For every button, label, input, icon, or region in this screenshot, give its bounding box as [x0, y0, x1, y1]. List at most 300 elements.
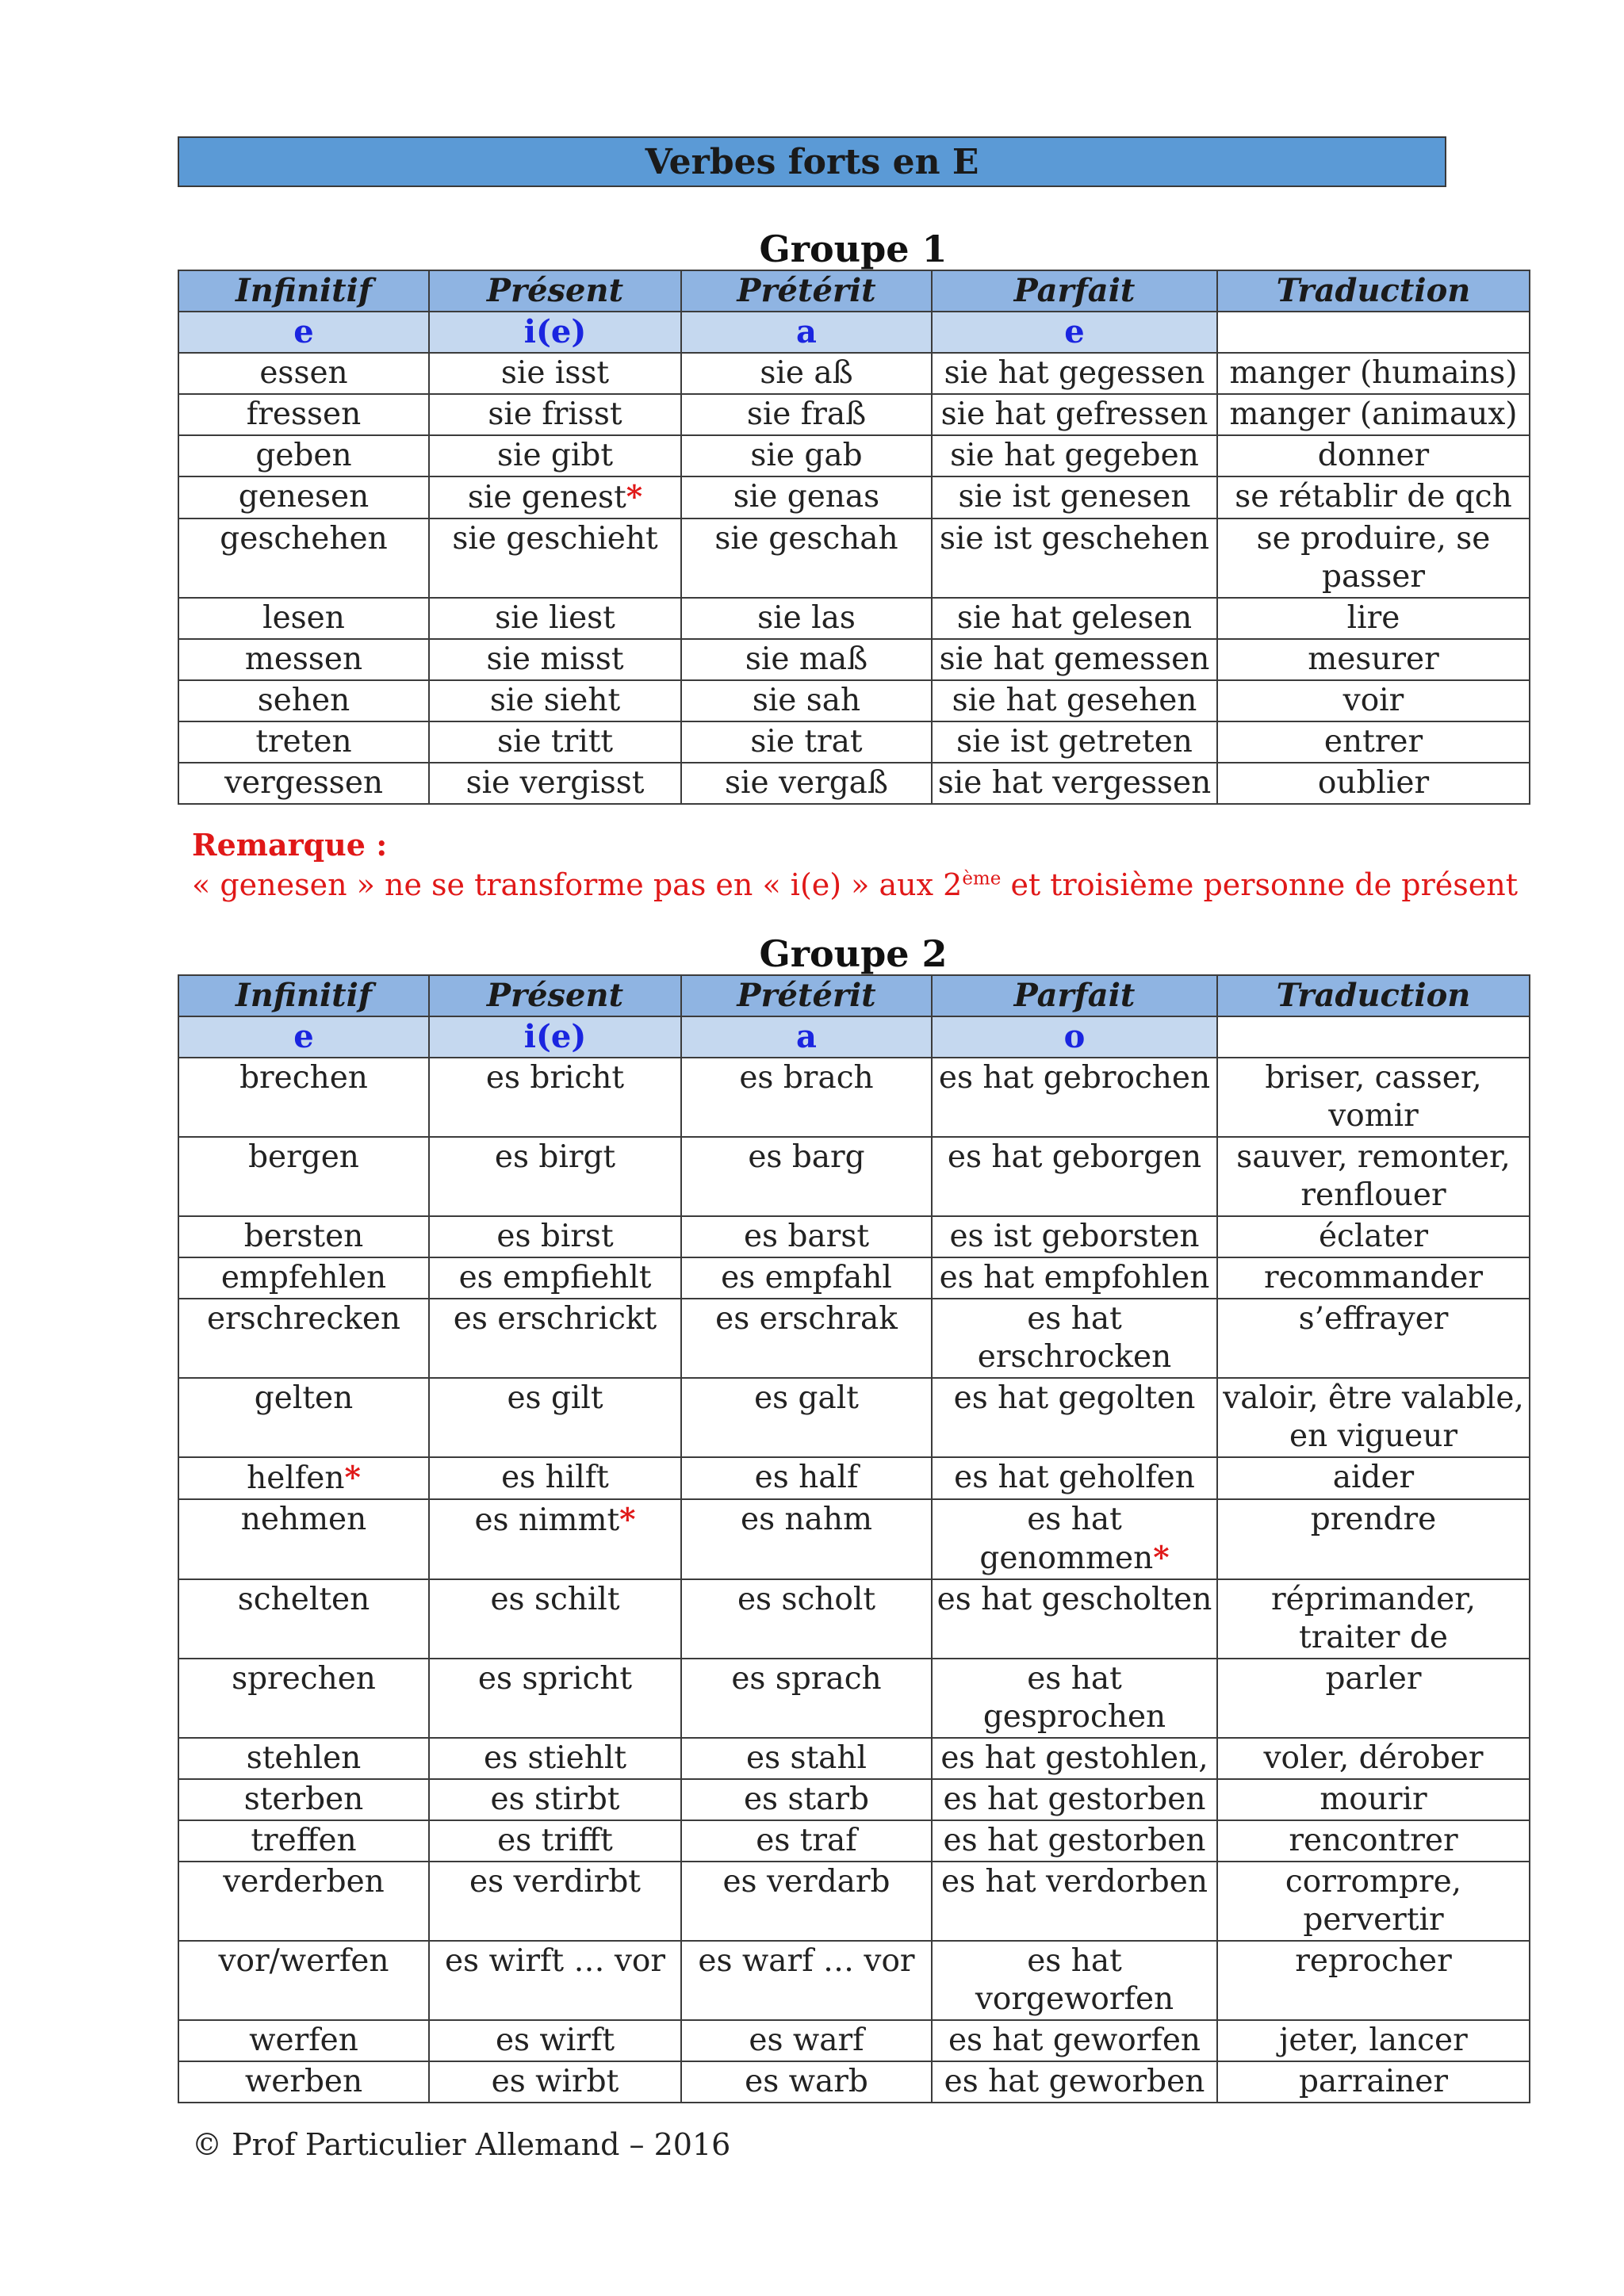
cell-text: es spricht: [477, 1661, 633, 1697]
cell-text: entrer: [1323, 724, 1423, 760]
cell-text: sie hat vergessen: [937, 765, 1212, 801]
cell-text: voir: [1342, 683, 1404, 718]
cell-text: es barst: [743, 1219, 870, 1254]
cell-text: sie geschieht: [452, 521, 658, 557]
cell-parfait: [932, 2020, 1217, 2061]
cell-present: [429, 1499, 681, 1579]
header-infinitif: Infinitif: [178, 270, 429, 312]
cell-parfait: [932, 763, 1217, 804]
cell-text: manger (animaux): [1229, 396, 1518, 432]
table-row: [178, 1779, 1530, 1820]
cell-text: réprimander, traiter de: [1271, 1582, 1476, 1655]
table-row: [178, 1659, 1530, 1738]
table-row: [178, 394, 1530, 435]
cell-text: parler: [1325, 1661, 1422, 1697]
cell-traduction: [1217, 721, 1530, 763]
table-header-row: [178, 270, 1530, 312]
cell-preterit: [681, 680, 932, 721]
remark-label: Remarque :: [192, 827, 388, 863]
cell-present: [429, 353, 681, 394]
vowel-preterit: a: [681, 1016, 932, 1058]
vowel-parfait: o: [932, 1016, 1217, 1058]
cell-text: geschehen: [220, 521, 388, 557]
cell-text: rencontrer: [1289, 1823, 1458, 1858]
cell-traduction: [1217, 1659, 1530, 1738]
cell-present: [429, 639, 681, 680]
remark-text-before: « genesen » ne se transforme pas en « i(e) » aux 2: [192, 867, 963, 902]
cell-present: [429, 519, 681, 598]
asterisk-marker: *: [626, 479, 643, 515]
cell-text: sterben: [243, 1781, 364, 1817]
cell-present: [429, 721, 681, 763]
table-row: [178, 519, 1530, 598]
cell-text: verderben: [223, 1864, 385, 1900]
cell-text: sie gibt: [496, 438, 614, 473]
cell-text: sie sah: [752, 683, 861, 718]
cell-preterit: [681, 1058, 932, 1137]
cell-present: [429, 1659, 681, 1738]
cell-traduction: [1217, 1457, 1530, 1499]
cell-text: es gilt: [507, 1380, 603, 1416]
cell-text: sie frisst: [488, 396, 622, 432]
asterisk-marker: *: [344, 1460, 361, 1496]
cell-infinitif: [178, 1137, 429, 1216]
vowel-infinitif: e: [178, 312, 429, 353]
cell-preterit: [681, 1457, 932, 1499]
cell-infinitif: [178, 1779, 429, 1820]
cell-parfait: [932, 435, 1217, 476]
cell-parfait: [932, 1299, 1217, 1378]
cell-infinitif: [178, 598, 429, 639]
cell-text: sie vergaß: [725, 765, 888, 801]
cell-text: es erschrickt: [453, 1301, 657, 1337]
vowel-pattern-row: [178, 312, 1530, 353]
cell-text: es warf: [749, 2022, 864, 2058]
vowel-infinitif: e: [178, 1016, 429, 1058]
cell-parfait: [932, 1058, 1217, 1137]
cell-text: es hat geborgen: [947, 1139, 1202, 1175]
cell-text: es hat vorgeworfen: [975, 1943, 1174, 2017]
cell-infinitif: [178, 2020, 429, 2061]
cell-traduction: [1217, 1378, 1530, 1457]
cell-present: [429, 1058, 681, 1137]
cell-text: es scholt: [737, 1582, 876, 1617]
cell-text: sie aß: [760, 355, 853, 391]
cell-text: sie hat gelesen: [956, 600, 1193, 636]
vowel-blank: [1217, 312, 1530, 353]
header-present: Présent: [429, 975, 681, 1016]
cell-preterit: [681, 1659, 932, 1738]
header-infinitif: Infinitif: [178, 975, 429, 1016]
table-row: [178, 476, 1530, 519]
cell-text: es hat geworben: [944, 2064, 1205, 2099]
cell-text: es verdirbt: [469, 1864, 641, 1900]
cell-text: sie hat gemessen: [939, 641, 1210, 677]
cell-preterit: [681, 1941, 932, 2020]
cell-infinitif: [178, 1457, 429, 1499]
cell-present: [429, 680, 681, 721]
cell-text: es hat geholfen: [954, 1460, 1195, 1495]
vowel-present: i(e): [429, 1016, 681, 1058]
cell-text: treten: [255, 724, 352, 760]
cell-traduction: [1217, 1738, 1530, 1779]
document-page: [178, 136, 1529, 2162]
cell-present: [429, 1738, 681, 1779]
cell-infinitif: [178, 1862, 429, 1941]
cell-text: es verdarb: [722, 1864, 891, 1900]
cell-text: lesen: [262, 600, 345, 636]
cell-traduction: [1217, 1579, 1530, 1659]
cell-text: es galt: [754, 1380, 859, 1416]
cell-infinitif: [178, 1378, 429, 1457]
cell-text: es nahm: [741, 1502, 872, 1537]
table-row: [178, 1137, 1530, 1216]
cell-text: valoir, être valable, en vigueur: [1223, 1380, 1524, 1454]
remark-text: [192, 865, 1529, 905]
header-traduction: Traduction: [1217, 975, 1530, 1016]
cell-traduction: [1217, 2020, 1530, 2061]
table-row: [178, 1499, 1530, 1579]
cell-text: es stiehlt: [484, 1740, 626, 1776]
cell-text: sie genas: [733, 479, 880, 515]
cell-text: es birgt: [494, 1139, 616, 1175]
group-1-title: Groupe 1: [759, 228, 948, 270]
table-row: [178, 1378, 1530, 1457]
vowel-preterit: a: [681, 312, 932, 353]
cell-text: sie ist geschehen: [940, 521, 1209, 557]
cell-text: es hat gescholten: [936, 1582, 1212, 1617]
cell-text: voler, dérober: [1263, 1740, 1484, 1776]
cell-text: es wirft … vor: [444, 1943, 666, 1979]
cell-infinitif: [178, 2061, 429, 2103]
cell-text: es hat gestorben: [943, 1781, 1206, 1817]
cell-parfait: [932, 1941, 1217, 2020]
cell-text: werfen: [249, 2022, 358, 2058]
table-row: [178, 1457, 1530, 1499]
cell-text: sie trat: [750, 724, 863, 760]
cell-text: sie vergisst: [465, 765, 645, 801]
cell-text: es nimmt: [474, 1502, 620, 1538]
cell-present: [429, 1579, 681, 1659]
table-row: [178, 1738, 1530, 1779]
cell-text: sie ist getreten: [956, 724, 1193, 760]
cell-present: [429, 435, 681, 476]
cell-text: corrompre, pervertir: [1285, 1864, 1462, 1938]
group-2-table: [178, 974, 1530, 2103]
remark-text-after: et troisième personne de présent: [1001, 867, 1518, 902]
table-row: [178, 2020, 1530, 2061]
cell-text: bergen: [248, 1139, 359, 1175]
cell-present: [429, 598, 681, 639]
cell-present: [429, 1457, 681, 1499]
cell-parfait: [932, 394, 1217, 435]
cell-parfait: [932, 1820, 1217, 1862]
cell-text: sie maß: [745, 641, 868, 677]
cell-preterit: [681, 1257, 932, 1299]
cell-text: vor/werfen: [218, 1943, 389, 1979]
cell-text: es traf: [756, 1823, 857, 1858]
cell-traduction: [1217, 598, 1530, 639]
cell-text: jeter, lancer: [1279, 2022, 1468, 2058]
cell-text: treffen: [251, 1823, 357, 1858]
cell-text: prendre: [1310, 1502, 1437, 1537]
table-row: [178, 1579, 1530, 1659]
cell-text: es empfiehlt: [458, 1260, 652, 1295]
cell-present: [429, 1137, 681, 1216]
cell-traduction: [1217, 1216, 1530, 1257]
cell-text: es wirft: [495, 2022, 615, 2058]
cell-parfait: [932, 519, 1217, 598]
cell-preterit: [681, 763, 932, 804]
cell-parfait: [932, 598, 1217, 639]
cell-preterit: [681, 1299, 932, 1378]
cell-parfait: [932, 1137, 1217, 1216]
cell-text: sauver, remonter, renflouer: [1236, 1139, 1511, 1213]
cell-text: es hilft: [501, 1460, 609, 1495]
cell-text: s’effrayer: [1298, 1301, 1449, 1337]
cell-text: éclater: [1318, 1219, 1429, 1254]
cell-parfait: [932, 1738, 1217, 1779]
cell-preterit: [681, 598, 932, 639]
header-preterit: Prétérit: [681, 270, 932, 312]
cell-parfait: [932, 680, 1217, 721]
cell-infinitif: [178, 1499, 429, 1579]
document-title: Verbes forts en E: [178, 136, 1446, 187]
cell-text: sie gab: [750, 438, 863, 473]
cell-text: manger (humains): [1229, 355, 1518, 391]
cell-text: sie hat gegessen: [944, 355, 1205, 391]
cell-text: geben: [255, 438, 352, 473]
cell-text: mesurer: [1308, 641, 1439, 677]
cell-text: sie ist genesen: [958, 479, 1191, 515]
cell-text: mourir: [1320, 1781, 1427, 1817]
header-preterit: Prétérit: [681, 975, 932, 1016]
cell-infinitif: [178, 394, 429, 435]
cell-preterit: [681, 1820, 932, 1862]
cell-preterit: [681, 1499, 932, 1579]
cell-text: schelten: [237, 1582, 370, 1617]
cell-parfait: [932, 639, 1217, 680]
cell-present: [429, 2020, 681, 2061]
cell-text: es stahl: [745, 1740, 868, 1776]
cell-text: oublier: [1317, 765, 1430, 801]
asterisk-marker: *: [1153, 1540, 1170, 1576]
cell-parfait: [932, 1779, 1217, 1820]
cell-preterit: [681, 353, 932, 394]
cell-traduction: [1217, 1499, 1530, 1579]
cell-text: es hat genommen: [979, 1502, 1154, 1576]
cell-text: es barg: [748, 1139, 865, 1175]
cell-text: sie liest: [495, 600, 615, 636]
cell-text: es hat gestorben: [943, 1823, 1206, 1858]
cell-present: [429, 1299, 681, 1378]
cell-parfait: [932, 2061, 1217, 2103]
cell-preterit: [681, 1779, 932, 1820]
cell-preterit: [681, 2020, 932, 2061]
cell-present: [429, 1779, 681, 1820]
cell-parfait: [932, 1659, 1217, 1738]
cell-traduction: [1217, 2061, 1530, 2103]
cell-text: es erschrak: [715, 1301, 898, 1337]
cell-present: [429, 394, 681, 435]
cell-text: es schilt: [490, 1582, 620, 1617]
table-row: [178, 435, 1530, 476]
cell-parfait: [932, 1257, 1217, 1299]
cell-traduction: [1217, 1941, 1530, 2020]
cell-traduction: [1217, 1137, 1530, 1216]
cell-present: [429, 1941, 681, 2020]
cell-text: empfehlen: [220, 1260, 387, 1295]
table-row: [178, 598, 1530, 639]
cell-text: es ist geborsten: [949, 1219, 1200, 1254]
cell-text: fressen: [246, 396, 362, 432]
cell-traduction: [1217, 353, 1530, 394]
table-row: [178, 680, 1530, 721]
cell-text: sie las: [757, 600, 856, 636]
cell-present: [429, 1257, 681, 1299]
cell-traduction: [1217, 680, 1530, 721]
table-row: [178, 1820, 1530, 1862]
cell-text: sie hat gegeben: [950, 438, 1199, 473]
cell-text: lire: [1346, 600, 1400, 636]
asterisk-marker: *: [619, 1502, 636, 1538]
table-row: [178, 1299, 1530, 1378]
table-row: [178, 1058, 1530, 1137]
cell-text: sehen: [257, 683, 350, 718]
cell-text: es hat gesprochen: [982, 1661, 1166, 1735]
cell-parfait: [932, 721, 1217, 763]
cell-text: se rétablir de qch: [1235, 479, 1512, 515]
cell-text: vergessen: [224, 765, 384, 801]
vowel-present: i(e): [429, 312, 681, 353]
cell-traduction: [1217, 394, 1530, 435]
cell-preterit: [681, 1137, 932, 1216]
header-parfait: Parfait: [932, 270, 1217, 312]
cell-text: es hat geworfen: [948, 2022, 1201, 2058]
cell-present: [429, 1216, 681, 1257]
cell-infinitif: [178, 721, 429, 763]
cell-text: es empfahl: [721, 1260, 892, 1295]
cell-present: [429, 1378, 681, 1457]
cell-preterit: [681, 1862, 932, 1941]
table-row: [178, 1862, 1530, 1941]
cell-infinitif: [178, 1659, 429, 1738]
cell-parfait: [932, 1378, 1217, 1457]
cell-text: es stirbt: [490, 1781, 620, 1817]
vowel-blank: [1217, 1016, 1530, 1058]
table-row: [178, 353, 1530, 394]
cell-infinitif: [178, 476, 429, 519]
cell-text: es hat empfohlen: [939, 1260, 1210, 1295]
cell-present: [429, 1862, 681, 1941]
table-header-row: [178, 975, 1530, 1016]
table-row: [178, 763, 1530, 804]
cell-text: erschrecken: [206, 1301, 401, 1337]
cell-text: es wirbt: [491, 2064, 619, 2099]
cell-present: [429, 476, 681, 519]
cell-parfait: [932, 1579, 1217, 1659]
cell-text: es hat gestohlen,: [940, 1740, 1208, 1776]
cell-traduction: [1217, 1779, 1530, 1820]
cell-infinitif: [178, 680, 429, 721]
cell-text: es sprach: [731, 1661, 882, 1697]
cell-text: se produire, se passer: [1256, 521, 1491, 595]
cell-infinitif: [178, 1058, 429, 1137]
cell-text: sprechen: [232, 1661, 376, 1697]
table-row: [178, 2061, 1530, 2103]
header-traduction: Traduction: [1217, 270, 1530, 312]
cell-text: sie tritt: [496, 724, 614, 760]
cell-infinitif: [178, 353, 429, 394]
cell-text: sie hat gesehen: [952, 683, 1197, 718]
cell-traduction: [1217, 476, 1530, 519]
cell-text: es hat erschrocken: [977, 1301, 1172, 1375]
cell-text: gelten: [254, 1380, 354, 1416]
cell-traduction: [1217, 1257, 1530, 1299]
cell-text: stehlen: [246, 1740, 362, 1776]
cell-text: sie fraß: [746, 396, 867, 432]
cell-preterit: [681, 435, 932, 476]
cell-parfait: [932, 353, 1217, 394]
vowel-parfait: e: [932, 312, 1217, 353]
cell-text: helfen: [247, 1460, 345, 1496]
cell-text: nehmen: [240, 1502, 367, 1537]
cell-infinitif: [178, 1738, 429, 1779]
cell-infinitif: [178, 763, 429, 804]
header-present: Présent: [429, 270, 681, 312]
remark: [192, 825, 1529, 905]
cell-traduction: [1217, 763, 1530, 804]
cell-infinitif: [178, 1941, 429, 2020]
group-1-table: [178, 270, 1530, 805]
cell-preterit: [681, 1378, 932, 1457]
cell-traduction: [1217, 435, 1530, 476]
cell-parfait: [932, 1862, 1217, 1941]
cell-text: briser, casser, vomir: [1265, 1060, 1482, 1134]
vowel-pattern-row: [178, 1016, 1530, 1058]
cell-infinitif: [178, 639, 429, 680]
cell-text: parrainer: [1298, 2064, 1449, 2099]
cell-traduction: [1217, 519, 1530, 598]
header-parfait: Parfait: [932, 975, 1217, 1016]
cell-parfait: [932, 1216, 1217, 1257]
cell-preterit: [681, 1216, 932, 1257]
cell-text: aider: [1332, 1460, 1415, 1495]
cell-present: [429, 763, 681, 804]
cell-text: es warf … vor: [698, 1943, 915, 1979]
cell-traduction: [1217, 1058, 1530, 1137]
cell-preterit: [681, 1579, 932, 1659]
table-row: [178, 721, 1530, 763]
cell-parfait: [932, 1499, 1217, 1579]
cell-infinitif: [178, 435, 429, 476]
cell-traduction: [1217, 1299, 1530, 1378]
cell-text: es brach: [739, 1060, 874, 1096]
cell-traduction: [1217, 1862, 1530, 1941]
cell-text: messen: [244, 641, 363, 677]
cell-preterit: [681, 476, 932, 519]
cell-text: genesen: [238, 479, 370, 515]
copyright-footer: © Prof Particulier Allemand – 2016: [192, 2127, 731, 2162]
cell-parfait: [932, 1457, 1217, 1499]
cell-traduction: [1217, 1820, 1530, 1862]
cell-preterit: [681, 721, 932, 763]
cell-text: es warb: [745, 2064, 868, 2099]
cell-preterit: [681, 639, 932, 680]
remark-superscript: ème: [962, 868, 1002, 890]
cell-preterit: [681, 1738, 932, 1779]
table-row: [178, 1257, 1530, 1299]
